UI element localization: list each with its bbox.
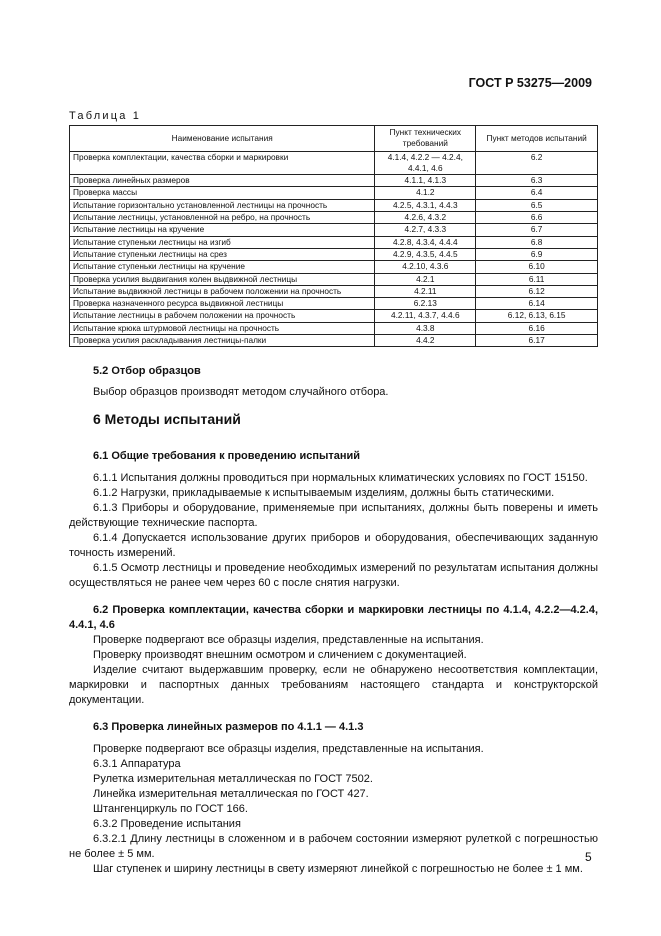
cell-methods: 6.14 — [476, 298, 598, 310]
cell-test-name: Испытание ступеньки лестницы на изгиб — [70, 236, 375, 248]
table-row — [70, 335, 598, 347]
cell-requirements: 4.2.11 — [375, 285, 476, 297]
paragraph: 6.1.3 Приборы и оборудование, применяемые при испытаниях, должны быть поверены и иметь действующие технические паспорта. — [69, 502, 598, 529]
cell-methods: 6.10 — [476, 261, 598, 273]
cell-requirements: 4.2.7, 4.3.3 — [375, 224, 476, 236]
cell-methods: 6.12 — [476, 285, 598, 297]
cell-methods: 6.16 — [476, 322, 598, 334]
cell-requirements: 4.1.2 — [375, 187, 476, 199]
section-heading: 6.2 Проверка комплектации, качества сборки и маркировки лестницы по 4.1.4, 4.2.2—4.2.4, 4.4.1, 4.6 — [69, 604, 598, 631]
table-row — [70, 285, 598, 297]
chapter-heading: 6 Методы испытаний — [93, 411, 241, 427]
table-row — [70, 236, 598, 248]
cell-methods: 6.6 — [476, 212, 598, 224]
paragraph: Шаг ступенек и ширину лестницы в свету измеряют линейкой с погрешностью не более ± 1 мм. — [93, 863, 583, 875]
paragraph: 6.1.4 Допускается использование других приборов и оборудования, обеспечивающих заданную точность измерений. — [69, 532, 598, 559]
cell-methods: 6.3 — [476, 175, 598, 187]
table-row — [70, 298, 598, 310]
tests-table — [69, 125, 598, 347]
paragraph: 6.3.2.1 Длину лестницы в сложенном и в рабочем состоянии измеряют рулеткой с погрешностью не более ± 5 мм. — [69, 833, 598, 860]
cell-requirements: 4.2.10, 4.3.6 — [375, 261, 476, 273]
cell-methods: 6.9 — [476, 248, 598, 260]
table-row — [70, 175, 598, 187]
cell-test-name: Испытание ступеньки лестницы на кручение — [70, 261, 375, 273]
cell-test-name: Испытание ступеньки лестницы на срез — [70, 248, 375, 260]
section-heading: 6.1 Общие требования к проведению испытаний — [93, 450, 361, 462]
cell-methods: 6.8 — [476, 236, 598, 248]
paragraph: Линейка измерительная металлическая по ГОСТ 427. — [93, 788, 369, 800]
table-row — [70, 261, 598, 273]
cell-methods: 6.17 — [476, 335, 598, 347]
paragraph: 6.1.1 Испытания должны проводиться при нормальных климатических условиях по ГОСТ 15150. — [93, 472, 588, 484]
standard-number: ГОСТ Р 53275—2009 — [468, 76, 592, 90]
cell-test-name: Испытание лестницы в рабочем положении на прочность — [70, 310, 375, 322]
paragraph: Выбор образцов производят методом случайного отбора. — [93, 386, 389, 398]
table-header-row — [70, 126, 598, 152]
cell-requirements: 4.1.1, 4.1.3 — [375, 175, 476, 187]
cell-methods: 6.4 — [476, 187, 598, 199]
table-row — [70, 310, 598, 322]
cell-test-name: Испытание лестницы, установленной на ребро, на прочность — [70, 212, 375, 224]
paragraph: Проверке подвергают все образцы изделия, представленные на испытания. — [93, 743, 484, 755]
table-row — [70, 187, 598, 199]
cell-test-name: Испытание горизонтально установленной лестницы на прочность — [70, 199, 375, 211]
paragraph: 6.1.5 Осмотр лестницы и проведение необходимых измерений по результатам испытания должны осуществляться не ранее чем через 60 с после снятия нагрузки. — [69, 562, 598, 589]
cell-methods: 6.11 — [476, 273, 598, 285]
cell-requirements: 4.1.4, 4.2.2 — 4.2.4, 4.4.1, 4.6 — [375, 151, 476, 175]
cell-requirements: 4.2.11, 4.3.7, 4.4.6 — [375, 310, 476, 322]
section-heading: 5.2 Отбор образцов — [93, 365, 201, 377]
table-row — [70, 224, 598, 236]
document-body — [69, 364, 598, 877]
cell-test-name: Испытание лестницы на кручение — [70, 224, 375, 236]
cell-requirements: 4.2.6, 4.3.2 — [375, 212, 476, 224]
cell-test-name: Проверка усилия выдвигания колен выдвижной лестницы — [70, 273, 375, 285]
cell-test-name: Проверка линейных размеров — [70, 175, 375, 187]
cell-requirements: 4.2.8, 4.3.4, 4.4.4 — [375, 236, 476, 248]
cell-requirements: 4.2.9, 4.3.5, 4.4.5 — [375, 248, 476, 260]
cell-methods: 6.7 — [476, 224, 598, 236]
table-row — [70, 273, 598, 285]
column-header-methods: Пункт методов испытаний — [476, 126, 598, 152]
paragraph: 6.3.2 Проведение испытания — [93, 818, 241, 830]
table-caption: Таблица 1 — [69, 110, 142, 122]
cell-requirements: 4.2.1 — [375, 273, 476, 285]
cell-test-name: Испытание крюка штурмовой лестницы на прочность — [70, 322, 375, 334]
cell-test-name: Испытание выдвижной лестницы в рабочем положении на прочность — [70, 285, 375, 297]
cell-requirements: 6.2.13 — [375, 298, 476, 310]
paragraph: 6.1.2 Нагрузки, прикладываемые к испытываемым изделиям, должны быть статическими. — [93, 487, 555, 499]
paragraph: Рулетка измерительная металлическая по ГОСТ 7502. — [93, 773, 373, 785]
cell-methods: 6.2 — [476, 151, 598, 175]
section-heading: 6.3 Проверка линейных размеров по 4.1.1 — 4.1.3 — [93, 721, 364, 733]
table-row — [70, 212, 598, 224]
cell-test-name: Проверка комплектации, качества сборки и маркировки — [70, 151, 375, 175]
column-header-test-name: Наименование испытания — [70, 126, 375, 152]
cell-test-name: Проверка массы — [70, 187, 375, 199]
cell-methods: 6.12, 6.13, 6.15 — [476, 310, 598, 322]
column-header-requirements: Пункт технических требований — [375, 126, 476, 152]
cell-requirements: 4.4.2 — [375, 335, 476, 347]
page-number: 5 — [585, 850, 592, 864]
paragraph: 6.3.1 Аппаратура — [93, 758, 181, 770]
paragraph: Изделие считают выдержавшим проверку, если не обнаружено несоответствия комплектации, маркировки и паспортных данных требованиям настоящего стандарта и конструкторской документации. — [69, 664, 598, 706]
cell-methods: 6.5 — [476, 199, 598, 211]
cell-requirements: 4.2.5, 4.3.1, 4.4.3 — [375, 199, 476, 211]
cell-test-name: Проверка усилия раскладывания лестницы-палки — [70, 335, 375, 347]
cell-requirements: 4.3.8 — [375, 322, 476, 334]
table-row — [70, 322, 598, 334]
paragraph: Проверку производят внешним осмотром и сличением с документацией. — [93, 649, 467, 661]
paragraph: Штангенциркуль по ГОСТ 166. — [93, 803, 248, 815]
cell-test-name: Проверка назначенного ресурса выдвижной лестницы — [70, 298, 375, 310]
table-row — [70, 248, 598, 260]
table-row — [70, 199, 598, 211]
table-row — [70, 151, 598, 175]
paragraph: Проверке подвергают все образцы изделия, представленные на испытания. — [93, 634, 484, 646]
